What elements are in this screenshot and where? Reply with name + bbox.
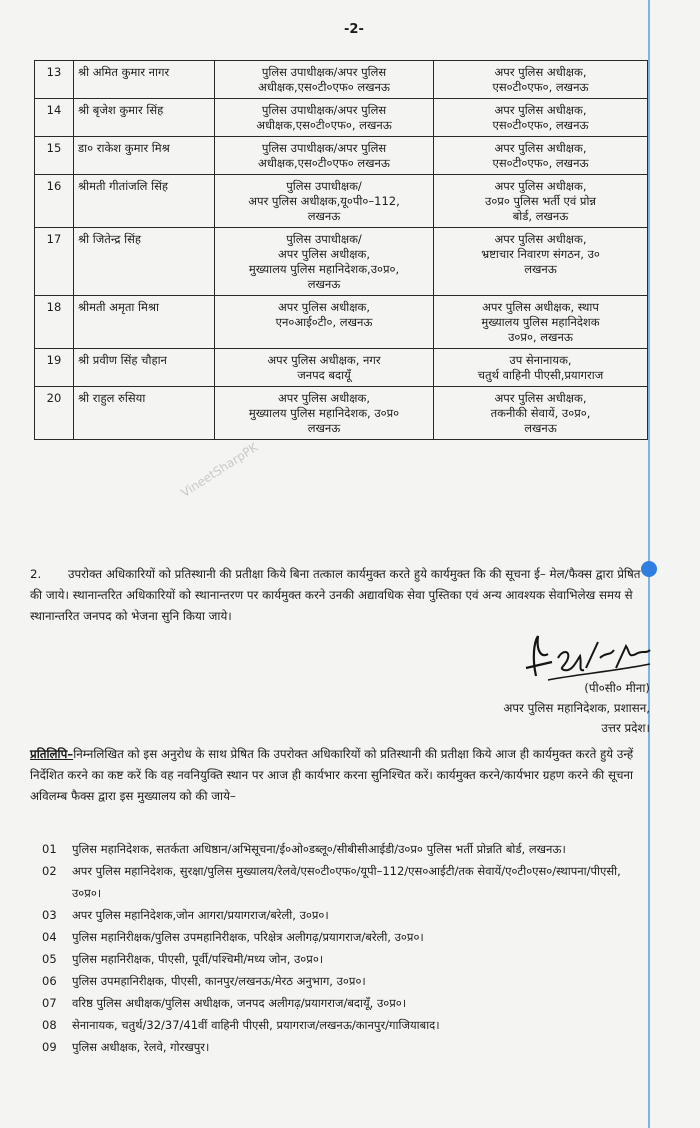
officer-name-cell: श्रीमती गीतांजलि सिंह bbox=[74, 175, 215, 228]
serial-number-cell: 14 bbox=[35, 99, 74, 137]
recipient-number: 09 bbox=[42, 1040, 57, 1054]
recipient-text: वरिष्ठ पुलिस अधीक्षक/पुलिस अधीक्षक, जनपद अलीगढ़/प्रयागराज/बदायूँ, उ०प्र०। bbox=[72, 996, 407, 1010]
new-posting-cell bbox=[434, 228, 648, 296]
signer-block bbox=[400, 678, 650, 738]
paragraph-2 bbox=[30, 564, 650, 627]
signer-designation: अपर पुलिस महानिदेशक, प्रशासन, bbox=[503, 701, 650, 715]
copy-text: निम्नलिखित को इस अनुरोध के साथ प्रेषित कि उपरोक्त अधिकारियों को प्रतिस्थानी की प्रतीक्षा किये आज ही कार्यमुक्त करते हुये उन्हें निर्देशित करने का कष्ट करें कि वह नवनियुक्ति स्थान पर आज ही कार्यभार करना सुनिश्चित करें। कार्यमुक्त करने/कार्यभार ग्रहण करने की सूचना अविलम्ब फैक्स द्वारा इस मुख्यालय को की जाये– bbox=[30, 747, 634, 803]
current-posting-line: पुलिस उपाधीक्षक/अपर पुलिस bbox=[261, 103, 387, 117]
signer-name: (पी०सी० मीना) bbox=[584, 681, 650, 695]
current-posting-line: मुख्यालय पुलिस महानिदेशक,उ०प्र०, bbox=[248, 262, 400, 276]
serial-number-cell: 16 bbox=[35, 175, 74, 228]
officer-name-cell: डा० राकेश कुमार मिश्र bbox=[74, 137, 215, 175]
signer-state: उत्तर प्रदेश। bbox=[601, 721, 650, 735]
copy-to-paragraph bbox=[30, 744, 652, 807]
new-posting-line: एस०टी०एफ०, लखनऊ bbox=[492, 118, 589, 132]
officer-name-cell: श्री जितेन्द्र सिंह bbox=[74, 228, 215, 296]
new-posting-line: लखनऊ bbox=[524, 262, 557, 276]
new-posting-line: चतुर्थ वाहिनी पीएसी,प्रयागराज bbox=[477, 368, 604, 382]
officer-name-cell: श्रीमती अमृता मिश्रा bbox=[74, 296, 215, 349]
current-posting-line: पुलिस उपाधीक्षक/ bbox=[286, 232, 362, 246]
new-posting-cell bbox=[434, 99, 648, 137]
recipient-text: पुलिस अधीक्षक, रेलवे, गोरखपुर। bbox=[72, 1040, 210, 1054]
officer-name-cell: श्री बृजेश कुमार सिंह bbox=[74, 99, 215, 137]
current-posting-line: मुख्यालय पुलिस महानिदेशक, उ०प्र० bbox=[248, 406, 400, 420]
new-posting-line: उ०प्र०, लखनऊ bbox=[508, 330, 573, 344]
new-posting-cell bbox=[434, 387, 648, 440]
serial-number-cell: 18 bbox=[35, 296, 74, 349]
new-posting-cell bbox=[434, 61, 648, 99]
new-posting-line: अपर पुलिस अधीक्षक, bbox=[494, 65, 587, 79]
current-posting-line: अपर पुलिस अधीक्षक, bbox=[278, 391, 370, 405]
recipient-text: अपर पुलिस महानिदेशक,जोन आगरा/प्रयागराज/बरेली, उ०प्र०। bbox=[72, 908, 329, 922]
officer-name-cell: श्री अमित कुमार नागर bbox=[74, 61, 215, 99]
recipient-list bbox=[30, 838, 652, 1058]
serial-number-cell: 13 bbox=[35, 61, 74, 99]
new-posting-cell bbox=[434, 137, 648, 175]
page-number: -2- bbox=[344, 22, 364, 37]
recipient-number: 01 bbox=[42, 842, 57, 856]
table-row bbox=[35, 137, 648, 175]
recipient-number: 06 bbox=[42, 974, 57, 988]
new-posting-line: एस०टी०एफ०, लखनऊ bbox=[492, 156, 589, 170]
recipient-number: 07 bbox=[42, 996, 57, 1010]
serial-number-cell: 17 bbox=[35, 228, 74, 296]
paragraph-2-text: उपरोक्त अधिकारियों को प्रतिस्थानी की प्रतीक्षा किये बिना तत्काल कार्यमुक्त करते हुये कार्यमुक्त कि की सूचना ई– मेल/फैक्स द्वारा प्रेषित की जाये। स्थानान्तरित अधिकारियों को स्थानान्तरण पर कार्यमुक्त करने उनकी अद्यावधिक सेवा पुस्तिका एवं अन्य आवश्यक सेवाभिलेख समय से स्थानान्तरित जनपद को भेजना सुनि किया जाये। bbox=[30, 567, 641, 623]
current-posting-line: अधीक्षक,एस०टी०एफ०, लखनऊ bbox=[256, 118, 392, 132]
new-posting-line: अपर पुलिस अधीक्षक, bbox=[494, 232, 587, 246]
recipient-number: 02 bbox=[42, 864, 57, 878]
table-row bbox=[35, 349, 648, 387]
recipient-text: अपर पुलिस महानिदेशक, सुरक्षा/पुलिस मुख्यालय/रेलवे/एस०टी०एफ०/यूपी–112/एस०आईटी/तक सेवायें/ए०टी०एस०/स्थापना/पीएसी, उ०प्र०। bbox=[72, 864, 621, 900]
officer-name-cell: श्री प्रवीण सिंह चौहान bbox=[74, 349, 215, 387]
table-row bbox=[35, 175, 648, 228]
current-posting-cell bbox=[215, 349, 434, 387]
serial-number-cell: 20 bbox=[35, 387, 74, 440]
current-posting-line: पुलिस उपाधीक्षक/अपर पुलिस bbox=[261, 141, 387, 155]
new-posting-line: अपर पुलिस अधीक्षक, bbox=[494, 141, 587, 155]
paragraph-number: 2. bbox=[30, 567, 42, 581]
new-posting-line: बोर्ड, लखनऊ bbox=[512, 209, 569, 223]
current-posting-line: लखनऊ bbox=[307, 421, 341, 435]
new-posting-line: उप सेनानायक, bbox=[509, 353, 572, 367]
list-item bbox=[30, 1036, 652, 1058]
current-posting-line: लखनऊ bbox=[307, 277, 341, 291]
new-posting-line: एस०टी०एफ०, लखनऊ bbox=[492, 80, 589, 94]
new-posting-line: अपर पुलिस अधीक्षक, स्थाप bbox=[482, 300, 599, 314]
current-posting-cell bbox=[215, 296, 434, 349]
recipient-number: 05 bbox=[42, 952, 57, 966]
new-posting-cell bbox=[434, 296, 648, 349]
recipient-number: 04 bbox=[42, 930, 57, 944]
new-posting-line: अपर पुलिस अधीक्षक, bbox=[494, 103, 587, 117]
current-posting-cell bbox=[215, 387, 434, 440]
recipient-text: पुलिस उपमहानिरीक्षक, पीएसी, कानपुर/लखनऊ/मेरठ अनुभाग, उ०प्र०। bbox=[72, 974, 366, 988]
list-item bbox=[30, 838, 652, 860]
current-posting-line: जनपद बदायूँ bbox=[297, 368, 351, 382]
list-item bbox=[30, 860, 652, 904]
recipient-text: पुलिस महानिरीक्षक, पीएसी, पूर्वी/पश्चिमी/मध्य जोन, उ०प्र०। bbox=[72, 952, 324, 966]
recipient-text: पुलिस महानिदेशक, सतर्कता अधिष्ठान/अभिसूचना/ई०ओ०डब्लू०/सीबीसीआईडी/उ०प्र० पुलिस भर्ती प्रोन्नति बोर्ड, लखनऊ। bbox=[72, 842, 566, 856]
serial-number-cell: 19 bbox=[35, 349, 74, 387]
current-posting-cell bbox=[215, 61, 434, 99]
list-item bbox=[30, 948, 652, 970]
current-posting-line: अपर पुलिस अधीक्षक, bbox=[278, 247, 370, 261]
table-row bbox=[35, 296, 648, 349]
table-row bbox=[35, 387, 648, 440]
new-posting-line: अपर पुलिस अधीक्षक, bbox=[494, 179, 587, 193]
table-row bbox=[35, 99, 648, 137]
recipient-text: पुलिस महानिरीक्षक/पुलिस उपमहानिरीक्षक, परिक्षेत्र अलीगढ़/प्रयागराज/बरेली, उ०प्र०। bbox=[72, 930, 424, 944]
current-posting-cell bbox=[215, 99, 434, 137]
recipient-number: 08 bbox=[42, 1018, 57, 1032]
recipient-number: 03 bbox=[42, 908, 57, 922]
current-posting-line: अपर पुलिस अधीक्षक,यू०पी०–112, bbox=[248, 194, 400, 208]
current-posting-line: पुलिस उपाधीक्षक/ bbox=[286, 179, 362, 193]
new-posting-line: उ०प्र० पुलिस भर्ती एवं प्रोन्न bbox=[485, 194, 596, 208]
copy-heading: प्रतिलिपि– bbox=[30, 747, 74, 761]
list-item bbox=[30, 970, 652, 992]
current-posting-line: अपर पुलिस अधीक्षक, bbox=[278, 300, 370, 314]
current-posting-line: अधीक्षक,एस०टी०एफ० लखनऊ bbox=[258, 156, 390, 170]
new-posting-line: भ्रष्टाचार निवारण संगठन, उ० bbox=[481, 247, 600, 261]
list-item bbox=[30, 992, 652, 1014]
current-posting-cell bbox=[215, 175, 434, 228]
new-posting-cell bbox=[434, 349, 648, 387]
current-posting-line: अपर पुलिस अधीक्षक, नगर bbox=[267, 353, 381, 367]
list-item bbox=[30, 926, 652, 948]
current-posting-line: लखनऊ bbox=[307, 209, 341, 223]
recipient-text: सेनानायक, चतुर्थ/32/37/41वीं वाहिनी पीएसी, प्रयागराज/लखनऊ/कानपुर/गाजियाबाद। bbox=[72, 1018, 440, 1032]
new-posting-line: मुख्यालय पुलिस महानिदेशक bbox=[481, 315, 600, 329]
table-row bbox=[35, 61, 648, 99]
table-row bbox=[35, 228, 648, 296]
list-item bbox=[30, 904, 652, 926]
new-posting-line: अपर पुलिस अधीक्षक, bbox=[494, 391, 587, 405]
current-posting-line: अधीक्षक,एस०टी०एफ० लखनऊ bbox=[258, 80, 390, 94]
watermark: VineetSharpPK bbox=[178, 440, 261, 500]
new-posting-cell bbox=[434, 175, 648, 228]
serial-number-cell: 15 bbox=[35, 137, 74, 175]
current-posting-cell bbox=[215, 228, 434, 296]
officer-name-cell: श्री राहुल रुसिया bbox=[74, 387, 215, 440]
transfer-table bbox=[34, 60, 648, 440]
list-item bbox=[30, 1014, 652, 1036]
current-posting-line: एन०आई०टी०, लखनऊ bbox=[275, 315, 373, 329]
new-posting-line: लखनऊ bbox=[524, 421, 557, 435]
new-posting-line: तकनीकी सेवायें, उ०प्र०, bbox=[490, 406, 591, 420]
current-posting-cell bbox=[215, 137, 434, 175]
current-posting-line: पुलिस उपाधीक्षक/अपर पुलिस bbox=[261, 65, 387, 79]
